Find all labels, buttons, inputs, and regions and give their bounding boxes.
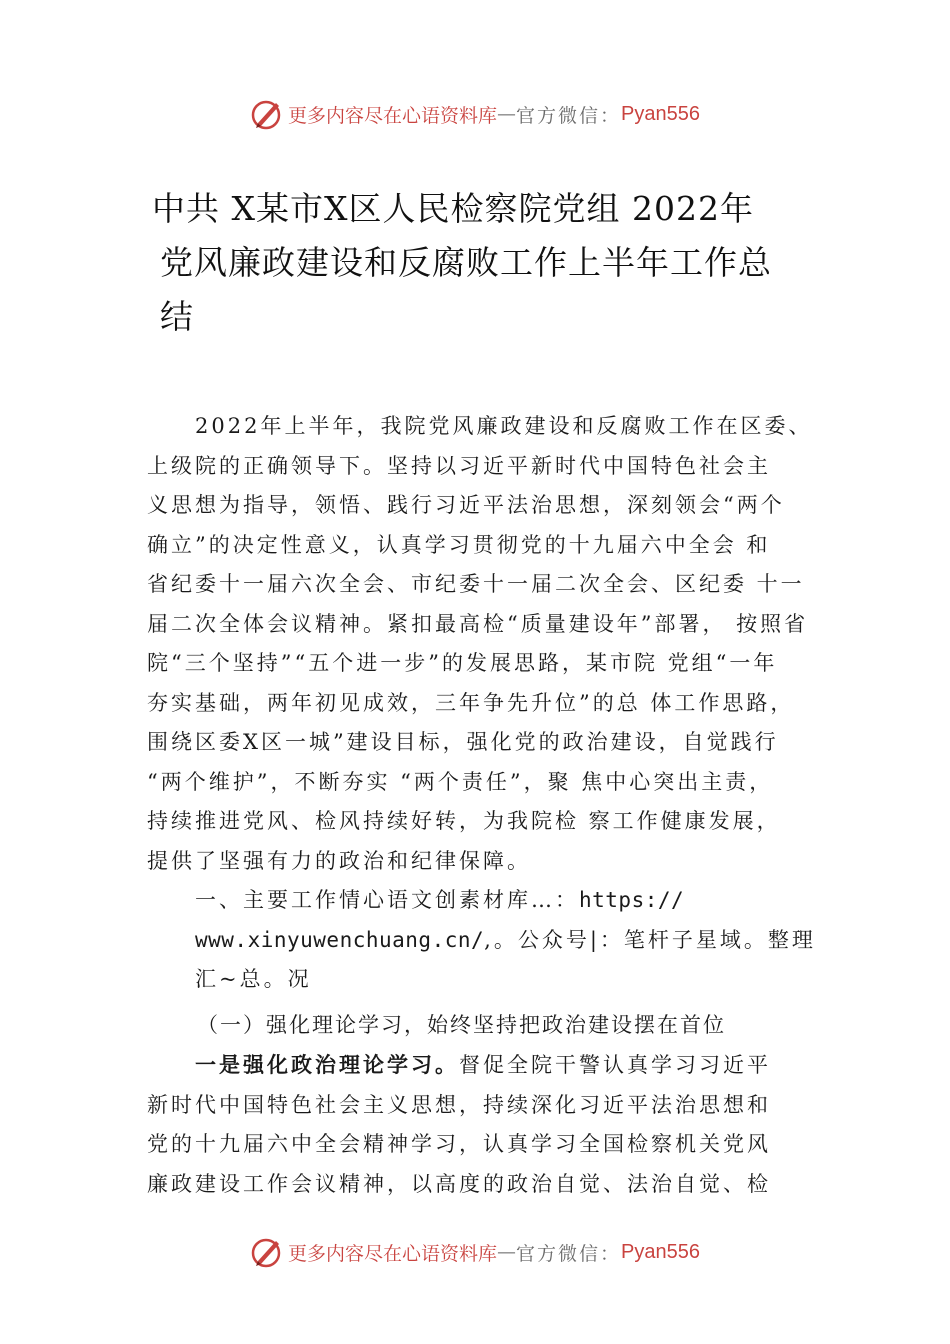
watermark-wechat-label: 官方微信：	[516, 104, 622, 127]
document-title	[152, 182, 812, 344]
title-line-2: 党风廉政建设和反腐败工作上半年工作总	[160, 243, 772, 282]
paragraph-line: 届二次全体会议精神。紧扣最高检“质量建设年”部署， 按照省	[147, 611, 809, 636]
watermark-site-name: 更多内容尽在心语资料库	[288, 104, 498, 127]
section-heading-line	[147, 921, 837, 961]
paragraph-line: 义思想为指导，领悟、践行习近平法治思想，深刻领会“两个	[147, 493, 785, 517]
section-heading-line	[147, 881, 837, 921]
section-heading-line: 汇~总。况	[195, 967, 312, 991]
paragraph-line: 新时代中国特色社会主义思想，持续深化习近平法治思想和	[147, 1092, 771, 1117]
paragraph-line: 2022年上半年，我院党风廉政建设和反腐败工作在区委、	[195, 414, 813, 438]
watermark-banner-top	[0, 94, 950, 134]
paragraph-text: 督促全院干警认真学习习近平	[459, 1053, 771, 1077]
paragraph-line: 院“三个坚持”“五个进一步”的发展思路，某市院 党组“一年	[147, 651, 778, 675]
paragraph-line: 提供了坚强有力的政治和纪律保障。	[147, 848, 531, 873]
pen-logo-icon	[250, 1235, 284, 1269]
watermark-dash: —	[497, 1241, 517, 1263]
source-url: www.xinyuwenchuang.cn/	[195, 927, 485, 952]
pen-logo-icon	[250, 97, 284, 131]
title-line-3: 结	[160, 297, 194, 336]
section-heading-text: ,。公众号|：笔杆子星域。整理	[484, 927, 816, 952]
section-heading-text: 一、主要工作情心语文创素材库…：	[195, 888, 579, 912]
watermark-site-name: 更多内容尽在心语资料库	[288, 1242, 498, 1265]
paragraph-line: 夯实基础，两年初见成效，三年争先升位”的总 体工作思路，	[147, 690, 795, 715]
paragraph-line: 上级院的正确领导下。坚持以习近平新时代中国特色社会主	[147, 453, 771, 478]
paragraph-line	[147, 1045, 837, 1086]
subsection-heading: （一）强化理论学习，始终坚持把政治建设摆在首位	[197, 1012, 726, 1037]
source-url-part: https://	[579, 888, 685, 912]
watermark-wechat-id: Pyan556	[621, 1240, 700, 1263]
paragraph-line: 围绕区委X区一城”建设目标，强化党的政治建设，自觉践行	[147, 730, 779, 754]
paragraph-line: 党的十九届六中全会精神学习，认真学习全国检察机关党风	[147, 1132, 771, 1156]
watermark-wechat-label: 官方微信：	[516, 1242, 622, 1265]
title-line-1: 中共 X某市X区人民检察院党组 2022年	[152, 189, 754, 228]
document-body	[147, 407, 837, 1204]
watermark-wechat-id: Pyan556	[621, 102, 700, 125]
paragraph-line: 省纪委十一届六次全会、市纪委十一届二次全会、区纪委 十一	[147, 572, 805, 596]
paragraph-line: 廉政建设工作会议精神，以高度的政治自觉、法治自觉、检	[147, 1171, 771, 1196]
watermark-banner-bottom	[0, 1232, 950, 1272]
bold-lead: 一是强化政治理论学习。	[195, 1052, 459, 1077]
paragraph-line: 确立”的决定性意义，认真学习贯彻党的十九届六中全会 和	[147, 532, 771, 557]
watermark-dash: —	[497, 103, 517, 125]
paragraph-line: 持续推进党风、检风持续好转，为我院检 察工作健康发展，	[147, 809, 781, 833]
paragraph-line: “两个维护”，不断夯实 “两个责任”，聚 焦中心突出主责，	[147, 769, 774, 794]
